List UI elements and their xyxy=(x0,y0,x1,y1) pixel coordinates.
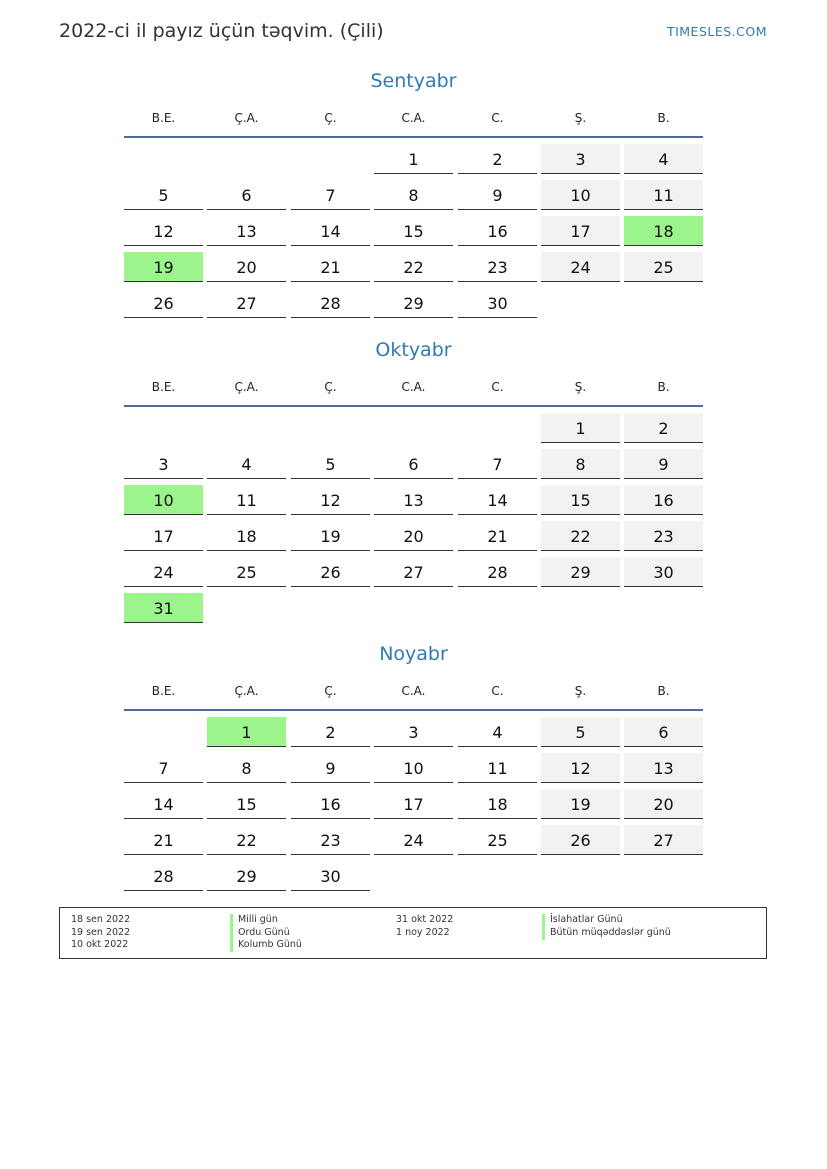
weekday-header: B.E. xyxy=(151,684,176,698)
day-cell: 25 xyxy=(458,825,537,855)
day-cell: 9 xyxy=(458,180,537,210)
page-title: 2022-ci il payız üçün təqvim. (Çili) xyxy=(59,20,384,42)
day-cell: 13 xyxy=(207,216,286,246)
day-cell: 1 xyxy=(374,144,453,174)
day-cell: 20 xyxy=(207,252,286,282)
day-cell: 25 xyxy=(207,557,286,587)
weekday-header: C. xyxy=(491,380,504,394)
day-cell: 17 xyxy=(374,789,453,819)
day-cell: 29 xyxy=(374,288,453,318)
day-cell: 21 xyxy=(458,521,537,551)
day-cell: 16 xyxy=(624,485,703,515)
day-cell: 27 xyxy=(624,825,703,855)
day-cell: 5 xyxy=(291,449,370,479)
day-cell: 4 xyxy=(624,144,703,174)
day-cell: 10 xyxy=(374,753,453,783)
day-cell: 27 xyxy=(207,288,286,318)
legend-date: 1 noy 2022 xyxy=(396,927,450,938)
day-cell: 24 xyxy=(541,252,620,282)
legend-holiday-name: Ordu Günü xyxy=(230,927,290,940)
legend-date: 18 sen 2022 xyxy=(71,914,131,925)
day-cell: 3 xyxy=(541,144,620,174)
day-cell: 22 xyxy=(207,825,286,855)
weekday-header: Ç.A. xyxy=(234,111,259,125)
day-cell: 6 xyxy=(207,180,286,210)
weekday-header: B. xyxy=(657,111,670,125)
weekday-header: C. xyxy=(491,684,504,698)
day-cell: 11 xyxy=(624,180,703,210)
day-cell: 24 xyxy=(124,557,203,587)
day-cell: 22 xyxy=(374,252,453,282)
weekday-header: Ş. xyxy=(574,111,587,125)
weekday-header: B. xyxy=(657,684,670,698)
day-cell: 14 xyxy=(124,789,203,819)
weekday-header: Ç.A. xyxy=(234,380,259,394)
day-cell: 23 xyxy=(458,252,537,282)
day-cell: 30 xyxy=(291,861,370,891)
day-cell: 21 xyxy=(291,252,370,282)
holiday-day-cell: 1 xyxy=(207,717,286,747)
weekday-header: B.E. xyxy=(151,380,176,394)
day-cell: 1 xyxy=(541,413,620,443)
day-cell: 12 xyxy=(541,753,620,783)
day-cell: 14 xyxy=(291,216,370,246)
day-cell: 14 xyxy=(458,485,537,515)
day-cell: 30 xyxy=(624,557,703,587)
month-name: Oktyabr xyxy=(375,339,452,361)
day-cell: 3 xyxy=(374,717,453,747)
day-cell: 22 xyxy=(541,521,620,551)
day-cell: 9 xyxy=(291,753,370,783)
weekday-divider xyxy=(124,709,703,711)
holiday-day-cell: 18 xyxy=(624,216,703,246)
day-cell: 23 xyxy=(291,825,370,855)
holiday-day-cell: 19 xyxy=(124,252,203,282)
holiday-day-cell: 10 xyxy=(124,485,203,515)
day-cell: 2 xyxy=(624,413,703,443)
day-cell: 18 xyxy=(458,789,537,819)
day-cell: 16 xyxy=(291,789,370,819)
day-cell: 28 xyxy=(124,861,203,891)
day-cell: 23 xyxy=(624,521,703,551)
legend-holiday-name: Kolumb Günü xyxy=(230,939,302,952)
month-name: Noyabr xyxy=(379,643,448,665)
weekday-header: C.A. xyxy=(401,684,426,698)
day-cell: 8 xyxy=(374,180,453,210)
weekday-header: Ç. xyxy=(324,111,337,125)
weekday-header: Ş. xyxy=(574,684,587,698)
site-link[interactable]: TIMESLES.COM xyxy=(666,24,767,39)
weekday-header: B. xyxy=(657,380,670,394)
day-cell: 8 xyxy=(541,449,620,479)
weekday-header: Ç. xyxy=(324,684,337,698)
day-cell: 26 xyxy=(124,288,203,318)
day-cell: 19 xyxy=(541,789,620,819)
legend-holiday-name: İslahatlar Günü xyxy=(542,914,623,927)
day-cell: 5 xyxy=(124,180,203,210)
day-cell: 11 xyxy=(458,753,537,783)
legend-holiday-name: Bütün müqəddəslər günü xyxy=(542,927,671,940)
day-cell: 27 xyxy=(374,557,453,587)
day-cell: 2 xyxy=(291,717,370,747)
day-cell: 8 xyxy=(207,753,286,783)
day-cell: 7 xyxy=(124,753,203,783)
legend-date: 31 okt 2022 xyxy=(396,914,454,925)
legend-date: 10 okt 2022 xyxy=(71,939,129,950)
day-cell: 17 xyxy=(541,216,620,246)
day-cell: 16 xyxy=(458,216,537,246)
day-cell: 11 xyxy=(207,485,286,515)
day-cell: 3 xyxy=(124,449,203,479)
day-cell: 4 xyxy=(458,717,537,747)
day-cell: 29 xyxy=(207,861,286,891)
day-cell: 5 xyxy=(541,717,620,747)
day-cell: 7 xyxy=(291,180,370,210)
day-cell: 9 xyxy=(624,449,703,479)
day-cell: 2 xyxy=(458,144,537,174)
holiday-legend xyxy=(59,907,767,959)
day-cell: 24 xyxy=(374,825,453,855)
day-cell: 19 xyxy=(291,521,370,551)
day-cell: 13 xyxy=(374,485,453,515)
legend-holiday-name: Milli gün xyxy=(230,914,278,927)
day-cell: 21 xyxy=(124,825,203,855)
weekday-header: Ç.A. xyxy=(234,684,259,698)
day-cell: 15 xyxy=(207,789,286,819)
weekday-header: C. xyxy=(491,111,504,125)
day-cell: 15 xyxy=(374,216,453,246)
day-cell: 20 xyxy=(374,521,453,551)
day-cell: 18 xyxy=(207,521,286,551)
weekday-header: Ş. xyxy=(574,380,587,394)
day-cell: 29 xyxy=(541,557,620,587)
day-cell: 4 xyxy=(207,449,286,479)
weekday-header: B.E. xyxy=(151,111,176,125)
day-cell: 10 xyxy=(541,180,620,210)
day-cell: 15 xyxy=(541,485,620,515)
day-cell: 26 xyxy=(541,825,620,855)
day-cell: 12 xyxy=(124,216,203,246)
day-cell: 6 xyxy=(624,717,703,747)
weekday-header: C.A. xyxy=(401,111,426,125)
day-cell: 13 xyxy=(624,753,703,783)
weekday-divider xyxy=(124,405,703,407)
day-cell: 20 xyxy=(624,789,703,819)
legend-date: 19 sen 2022 xyxy=(71,927,131,938)
day-cell: 7 xyxy=(458,449,537,479)
day-cell: 25 xyxy=(624,252,703,282)
day-cell: 12 xyxy=(291,485,370,515)
month-name: Sentyabr xyxy=(370,70,457,92)
day-cell: 30 xyxy=(458,288,537,318)
weekday-header: C.A. xyxy=(401,380,426,394)
holiday-day-cell: 31 xyxy=(124,593,203,623)
weekday-divider xyxy=(124,136,703,138)
day-cell: 28 xyxy=(291,288,370,318)
weekday-header: Ç. xyxy=(324,380,337,394)
day-cell: 6 xyxy=(374,449,453,479)
day-cell: 17 xyxy=(124,521,203,551)
day-cell: 26 xyxy=(291,557,370,587)
day-cell: 28 xyxy=(458,557,537,587)
